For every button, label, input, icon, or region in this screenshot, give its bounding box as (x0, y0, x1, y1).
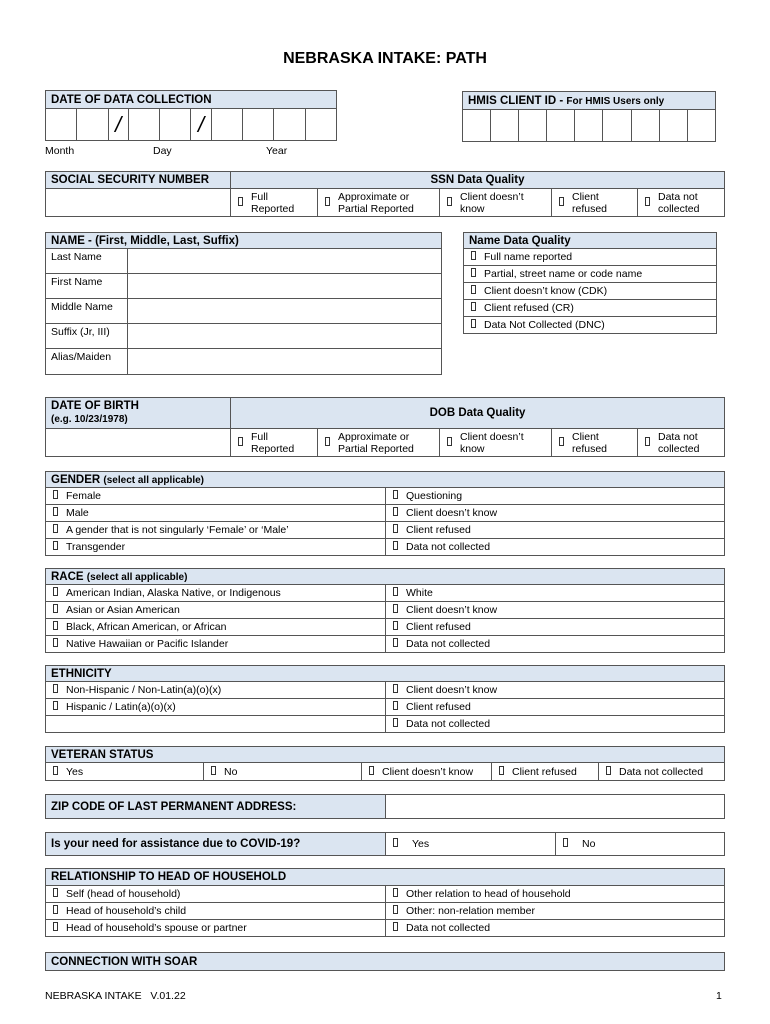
hmis-digit[interactable] (463, 110, 491, 142)
ssn-table (45, 171, 725, 217)
zip-label: ZIP CODE OF LAST PERMANENT ADDRESS: (46, 795, 386, 819)
month-digit-2[interactable] (77, 109, 108, 141)
checkbox-icon (497, 766, 507, 776)
dob-quality-option[interactable]: Client refused (552, 429, 638, 457)
soar-table (45, 952, 725, 971)
month-digit-1[interactable] (46, 109, 77, 141)
race-option[interactable]: Data not collected (386, 636, 725, 653)
relationship-option[interactable]: Head of household’s spouse or partner (46, 920, 386, 937)
suffix-label: Suffix (Jr, III) (46, 324, 128, 349)
race-option[interactable]: Client doesn’t know (386, 602, 725, 619)
date-separator: / (108, 109, 128, 141)
dob-quality-option[interactable]: Approximate or Partial Reported (318, 429, 440, 457)
ssn-quality-option[interactable]: Full Reported (231, 189, 318, 217)
middle-name-input[interactable] (128, 299, 442, 324)
dob-quality-header: DOB Data Quality (231, 398, 725, 429)
checkbox-icon (51, 604, 61, 614)
checkbox-icon (51, 638, 61, 648)
relationship-option[interactable]: Data not collected (386, 920, 725, 937)
page-title: NEBRASKA INTAKE: PATH (283, 50, 487, 67)
ethnicity-option[interactable]: Data not collected (386, 716, 725, 733)
ethnicity-empty-cell (46, 716, 386, 733)
ethnicity-option[interactable]: Client doesn’t know (386, 682, 725, 699)
name-quality-header: Name Data Quality (464, 233, 717, 249)
dob-header: DATE OF BIRTH (e.g. 10/23/1978) (46, 398, 231, 429)
name-quality-option[interactable]: Client refused (CR) (464, 300, 717, 317)
zip-table (45, 794, 725, 819)
ethnicity-option[interactable]: Hispanic / Latin(a)(o)(x) (46, 699, 386, 716)
checkbox-icon (391, 701, 401, 711)
veteran-option[interactable]: Client doesn’t know (362, 763, 492, 781)
checkbox-icon (51, 684, 61, 694)
checkbox-icon (445, 437, 455, 447)
race-table (45, 568, 725, 653)
veteran-header: VETERAN STATUS (46, 747, 725, 763)
date-separator: / (191, 109, 211, 141)
race-option[interactable]: White (386, 585, 725, 602)
ssn-quality-option[interactable]: Client doesn’t know (440, 189, 552, 217)
ssn-input[interactable] (46, 189, 231, 217)
relationship-option[interactable]: Self (head of household) (46, 886, 386, 903)
checkbox-icon (561, 838, 571, 848)
dob-quality-option[interactable]: Full Reported (231, 429, 318, 457)
dob-table (45, 397, 725, 457)
ethnicity-header: ETHNICITY (46, 666, 725, 682)
checkbox-icon (391, 922, 401, 932)
hmis-header: HMIS CLIENT ID - For HMIS Users only (463, 92, 716, 110)
name-quality-option[interactable]: Full name reported (464, 249, 717, 266)
ssn-quality-option[interactable]: Approximate or Partial Reported (318, 189, 440, 217)
relationship-option[interactable]: Head of household’s child (46, 903, 386, 920)
checkbox-icon (391, 524, 401, 534)
checkbox-icon (469, 319, 479, 329)
alias-input[interactable] (128, 349, 442, 375)
veteran-table (45, 746, 725, 781)
name-quality-option[interactable]: Partial, street name or code name (464, 266, 717, 283)
relationship-header: RELATIONSHIP TO HEAD OF HOUSEHOLD (46, 869, 725, 886)
first-name-input[interactable] (128, 274, 442, 299)
year-digit-2[interactable] (243, 109, 274, 141)
checkbox-icon (557, 197, 567, 207)
checkbox-icon (391, 718, 401, 728)
day-label: Day (153, 145, 172, 157)
checkbox-icon (51, 766, 61, 776)
last-name-input[interactable] (128, 249, 442, 274)
name-quality-option[interactable]: Data Not Collected (DNC) (464, 317, 717, 334)
gender-table (45, 471, 725, 556)
alias-label: Alias/Maiden (46, 349, 128, 375)
soar-header: CONNECTION WITH SOAR (46, 953, 725, 971)
day-digit-2[interactable] (160, 109, 191, 141)
year-digit-1[interactable] (211, 109, 242, 141)
checkbox-icon (51, 524, 61, 534)
covid-table (45, 832, 725, 856)
ssn-quality-option[interactable]: Data not collected (638, 189, 725, 217)
covid-no-option[interactable]: No (556, 833, 725, 856)
middle-name-label: Middle Name (46, 299, 128, 324)
zip-input[interactable] (386, 795, 725, 819)
checkbox-icon (51, 541, 61, 551)
gender-option[interactable]: Client refused (386, 522, 725, 539)
checkbox-icon (391, 541, 401, 551)
checkbox-icon (391, 905, 401, 915)
veteran-option[interactable]: Data not collected (599, 763, 725, 781)
covid-yes-option[interactable]: Yes (386, 833, 556, 856)
checkbox-icon (469, 268, 479, 278)
date-collection-header: DATE OF DATA COLLECTION (46, 91, 337, 109)
checkbox-icon (557, 437, 567, 447)
hmis-digit[interactable] (519, 110, 547, 142)
ethnicity-option[interactable]: Client refused (386, 699, 725, 716)
gender-option[interactable]: Male (46, 505, 386, 522)
hmis-digit[interactable] (659, 110, 687, 142)
relationship-option[interactable]: Other: non-relation member (386, 903, 725, 920)
checkbox-icon (391, 638, 401, 648)
name-quality-option[interactable]: Client doesn’t know (CDK) (464, 283, 717, 300)
year-digit-4[interactable] (305, 109, 336, 141)
checkbox-icon (51, 905, 61, 915)
veteran-option[interactable]: No (204, 763, 362, 781)
name-quality-table (463, 232, 717, 334)
year-digit-3[interactable] (274, 109, 305, 141)
checkbox-icon (323, 437, 333, 447)
name-table (45, 232, 442, 375)
gender-option[interactable]: Transgender (46, 539, 386, 556)
checkbox-icon (469, 251, 479, 261)
gender-option[interactable]: Client doesn’t know (386, 505, 725, 522)
checkbox-icon (391, 621, 401, 631)
month-label: Month (45, 145, 75, 157)
checkbox-icon (643, 437, 653, 447)
checkbox-icon (469, 302, 479, 312)
checkbox-icon (445, 197, 455, 207)
page-number: 1 (716, 990, 722, 1002)
race-option[interactable]: Black, African American, or African (46, 619, 386, 636)
race-option[interactable]: Asian or Asian American (46, 602, 386, 619)
veteran-option[interactable]: Client refused (492, 763, 599, 781)
checkbox-icon (367, 766, 377, 776)
day-digit-1[interactable] (128, 109, 159, 141)
race-option[interactable]: American Indian, Alaska Native, or Indigenous (46, 585, 386, 602)
covid-question: Is your need for assistance due to COVID-19? (46, 833, 386, 856)
dob-quality-option[interactable]: Client doesn’t know (440, 429, 552, 457)
hmis-client-id-table (462, 91, 716, 142)
checkbox-icon (391, 888, 401, 898)
checkbox-icon (391, 507, 401, 517)
checkbox-icon (391, 684, 401, 694)
hmis-digit[interactable] (491, 110, 519, 142)
checkbox-icon (51, 490, 61, 500)
ssn-quality-header: SSN Data Quality (231, 172, 725, 189)
checkbox-icon (391, 490, 401, 500)
checkbox-icon (469, 285, 479, 295)
checkbox-icon (51, 507, 61, 517)
relationship-option[interactable]: Other relation to head of household (386, 886, 725, 903)
gender-option[interactable]: Data not collected (386, 539, 725, 556)
dob-quality-option[interactable]: Data not collected (638, 429, 725, 457)
checkbox-icon (51, 621, 61, 631)
checkbox-icon (209, 766, 219, 776)
name-header: NAME - (First, Middle, Last, Suffix) (46, 233, 442, 249)
gender-header: GENDER (select all applicable) (46, 472, 725, 488)
footer-version: NEBRASKA INTAKE V.01.22 (45, 990, 186, 1002)
race-option[interactable]: Native Hawaiian or Pacific Islander (46, 636, 386, 653)
gender-option[interactable]: Questioning (386, 488, 725, 505)
relationship-table (45, 868, 725, 937)
checkbox-icon (391, 604, 401, 614)
suffix-input[interactable] (128, 324, 442, 349)
veteran-option[interactable]: Yes (46, 763, 204, 781)
first-name-label: First Name (46, 274, 128, 299)
hmis-digit[interactable] (575, 110, 603, 142)
hmis-digit[interactable] (631, 110, 659, 142)
checkbox-icon (51, 587, 61, 597)
checkbox-icon (51, 922, 61, 932)
gender-option[interactable]: Female (46, 488, 386, 505)
last-name-label: Last Name (46, 249, 128, 274)
checkbox-icon (643, 197, 653, 207)
checkbox-icon (236, 197, 246, 207)
checkbox-icon (391, 587, 401, 597)
date-collection-table (45, 90, 337, 141)
hmis-digit[interactable] (603, 110, 631, 142)
race-header: RACE (select all applicable) (46, 569, 725, 585)
checkbox-icon (323, 197, 333, 207)
checkbox-icon (51, 888, 61, 898)
year-label: Year (266, 145, 288, 157)
race-option[interactable]: Client refused (386, 619, 725, 636)
ethnicity-option[interactable]: Non-Hispanic / Non-Latin(a)(o)(x) (46, 682, 386, 699)
gender-option[interactable]: A gender that is not singularly ‘Female’ or ‘Male’ (46, 522, 386, 539)
checkbox-icon (51, 701, 61, 711)
checkbox-icon (604, 766, 614, 776)
ethnicity-table (45, 665, 725, 733)
dob-input[interactable] (46, 429, 231, 457)
checkbox-icon (391, 838, 401, 848)
ssn-quality-option[interactable]: Client refused (552, 189, 638, 217)
hmis-digit[interactable] (547, 110, 575, 142)
checkbox-icon (236, 437, 246, 447)
ssn-header: SOCIAL SECURITY NUMBER (46, 172, 231, 189)
hmis-digit[interactable] (687, 110, 715, 142)
